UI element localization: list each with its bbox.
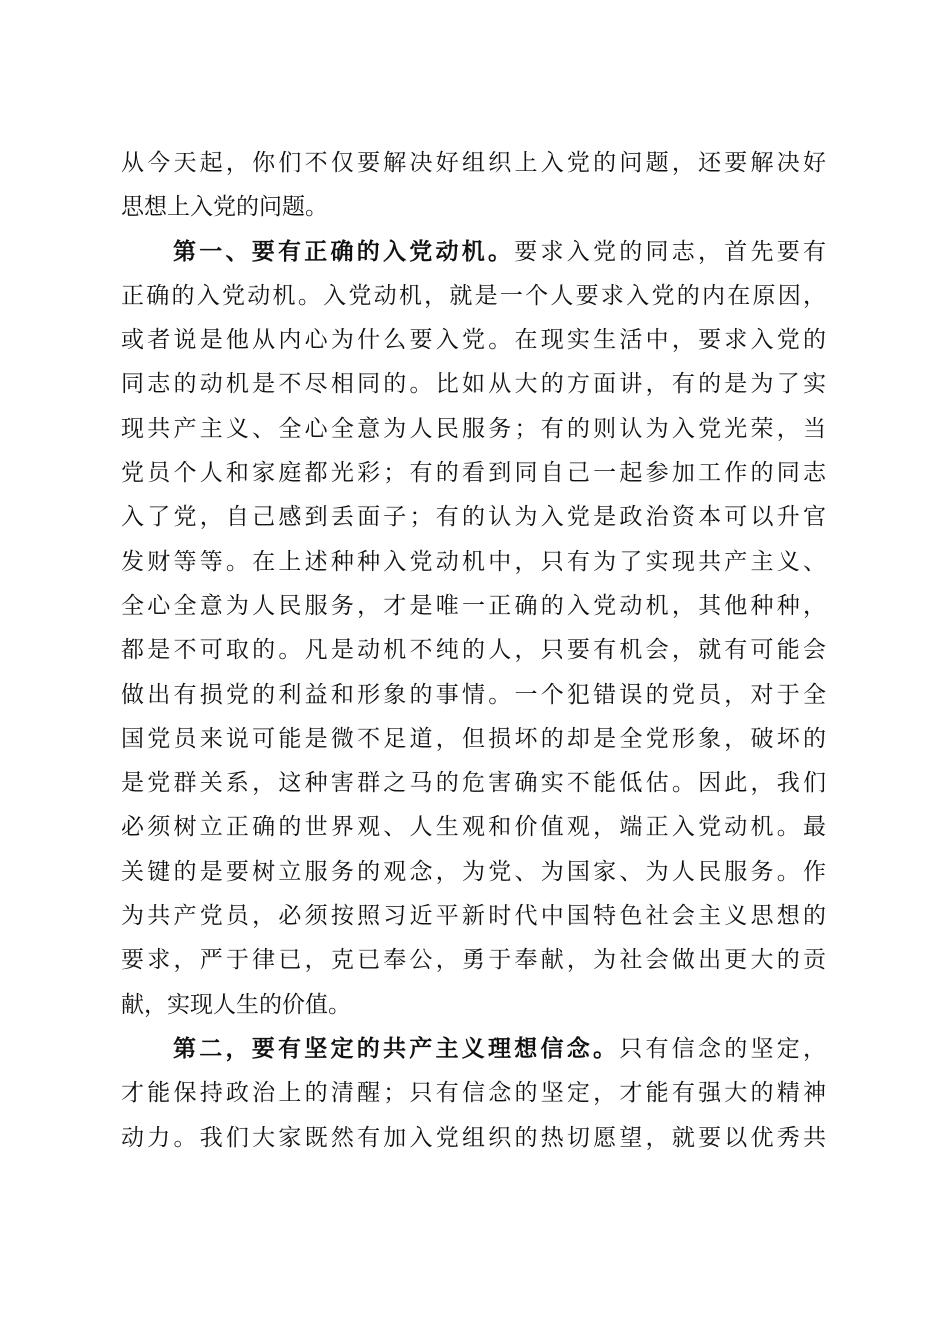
paragraph-3-first-line-rest: 只有信念的坚定， [619,1035,826,1062]
paragraph-2-line: 党员个人和家庭都光彩；有的看到同自己一起参加工作的同志 [121,460,826,487]
paragraph-2-line: 全心全意为人民服务，才是唯一正确的入党动机，其他种种， [121,592,826,619]
paragraph-2-last-line: 献，实现人生的价值。 [121,991,351,1018]
paragraph-2-line: 要求，严于律已，克已奉公，勇于奉献，为社会做出更大的贡 [121,947,826,974]
paragraph-2-line: 或者说是他从内心为什么要入党。在现实生活中，要求入党的 [121,327,826,354]
paragraph-2-line: 必须树立正确的世界观、人生观和价值观，端正入党动机。最 [121,814,826,841]
paragraph-3-line: 动力。我们大家既然有加入党组织的热切愿望，就要以优秀共 [121,1124,826,1151]
paragraph-2-first-line [121,230,826,274]
paragraph-1-line-2: 思想上入党的问题。 [121,194,328,221]
paragraph-3-line: 才能保持政治上的清醒；只有信念的坚定，才能有强大的精神 [121,1080,826,1107]
paragraph-2-first-line-rest: 要求入党的同志，首先要有 [514,238,826,265]
paragraph-2-line: 是党群关系，这种害群之马的危害确实不能低估。因此，我们 [121,770,826,797]
paragraph-2-line: 都是不可取的。凡是动机不纯的人，只要有机会，就有可能会 [121,637,826,664]
paragraph-2-line: 做出有损党的利益和形象的事情。一个犯错误的党员，对于全 [121,681,826,708]
paragraph-2-line: 国党员来说可能是微不足道，但损坏的却是全党形象，破坏的 [121,725,826,752]
paragraph-2-heading: 第一、要有正确的入党动机。 [173,237,515,265]
paragraph-3-first-line [121,1027,826,1071]
paragraph-1-line-1: 从今天起，你们不仅要解决好组织上入党的问题，还要解决好 [121,150,826,176]
paragraph-2-line: 入了党，自己感到丢面子；有的认为入党是政治资本可以升官 [121,504,826,531]
document-body [121,141,826,1160]
paragraph-2-line: 同志的动机是不尽相同的。比如从大的方面讲，有的是为了实 [121,371,826,398]
paragraph-2-line: 现共产主义、全心全意为人民服务；有的则认为入党光荣，当 [121,415,826,442]
paragraph-2-line: 正确的入党动机。入党动机，就是一个人要求入党的内在原因， [121,282,826,309]
paragraph-2-line: 发财等等。在上述种种入党动机中，只有为了实现共产主义、 [121,548,826,575]
paragraph-2-line: 关键的是要树立服务的观念，为党、为国家、为人民服务。作 [121,858,826,885]
paragraph-3-heading: 第二，要有坚定的共产主义理想信念。 [173,1034,620,1062]
paragraph-2-line: 为共产党员，必须按照习近平新时代中国特色社会主义思想的 [121,903,826,930]
